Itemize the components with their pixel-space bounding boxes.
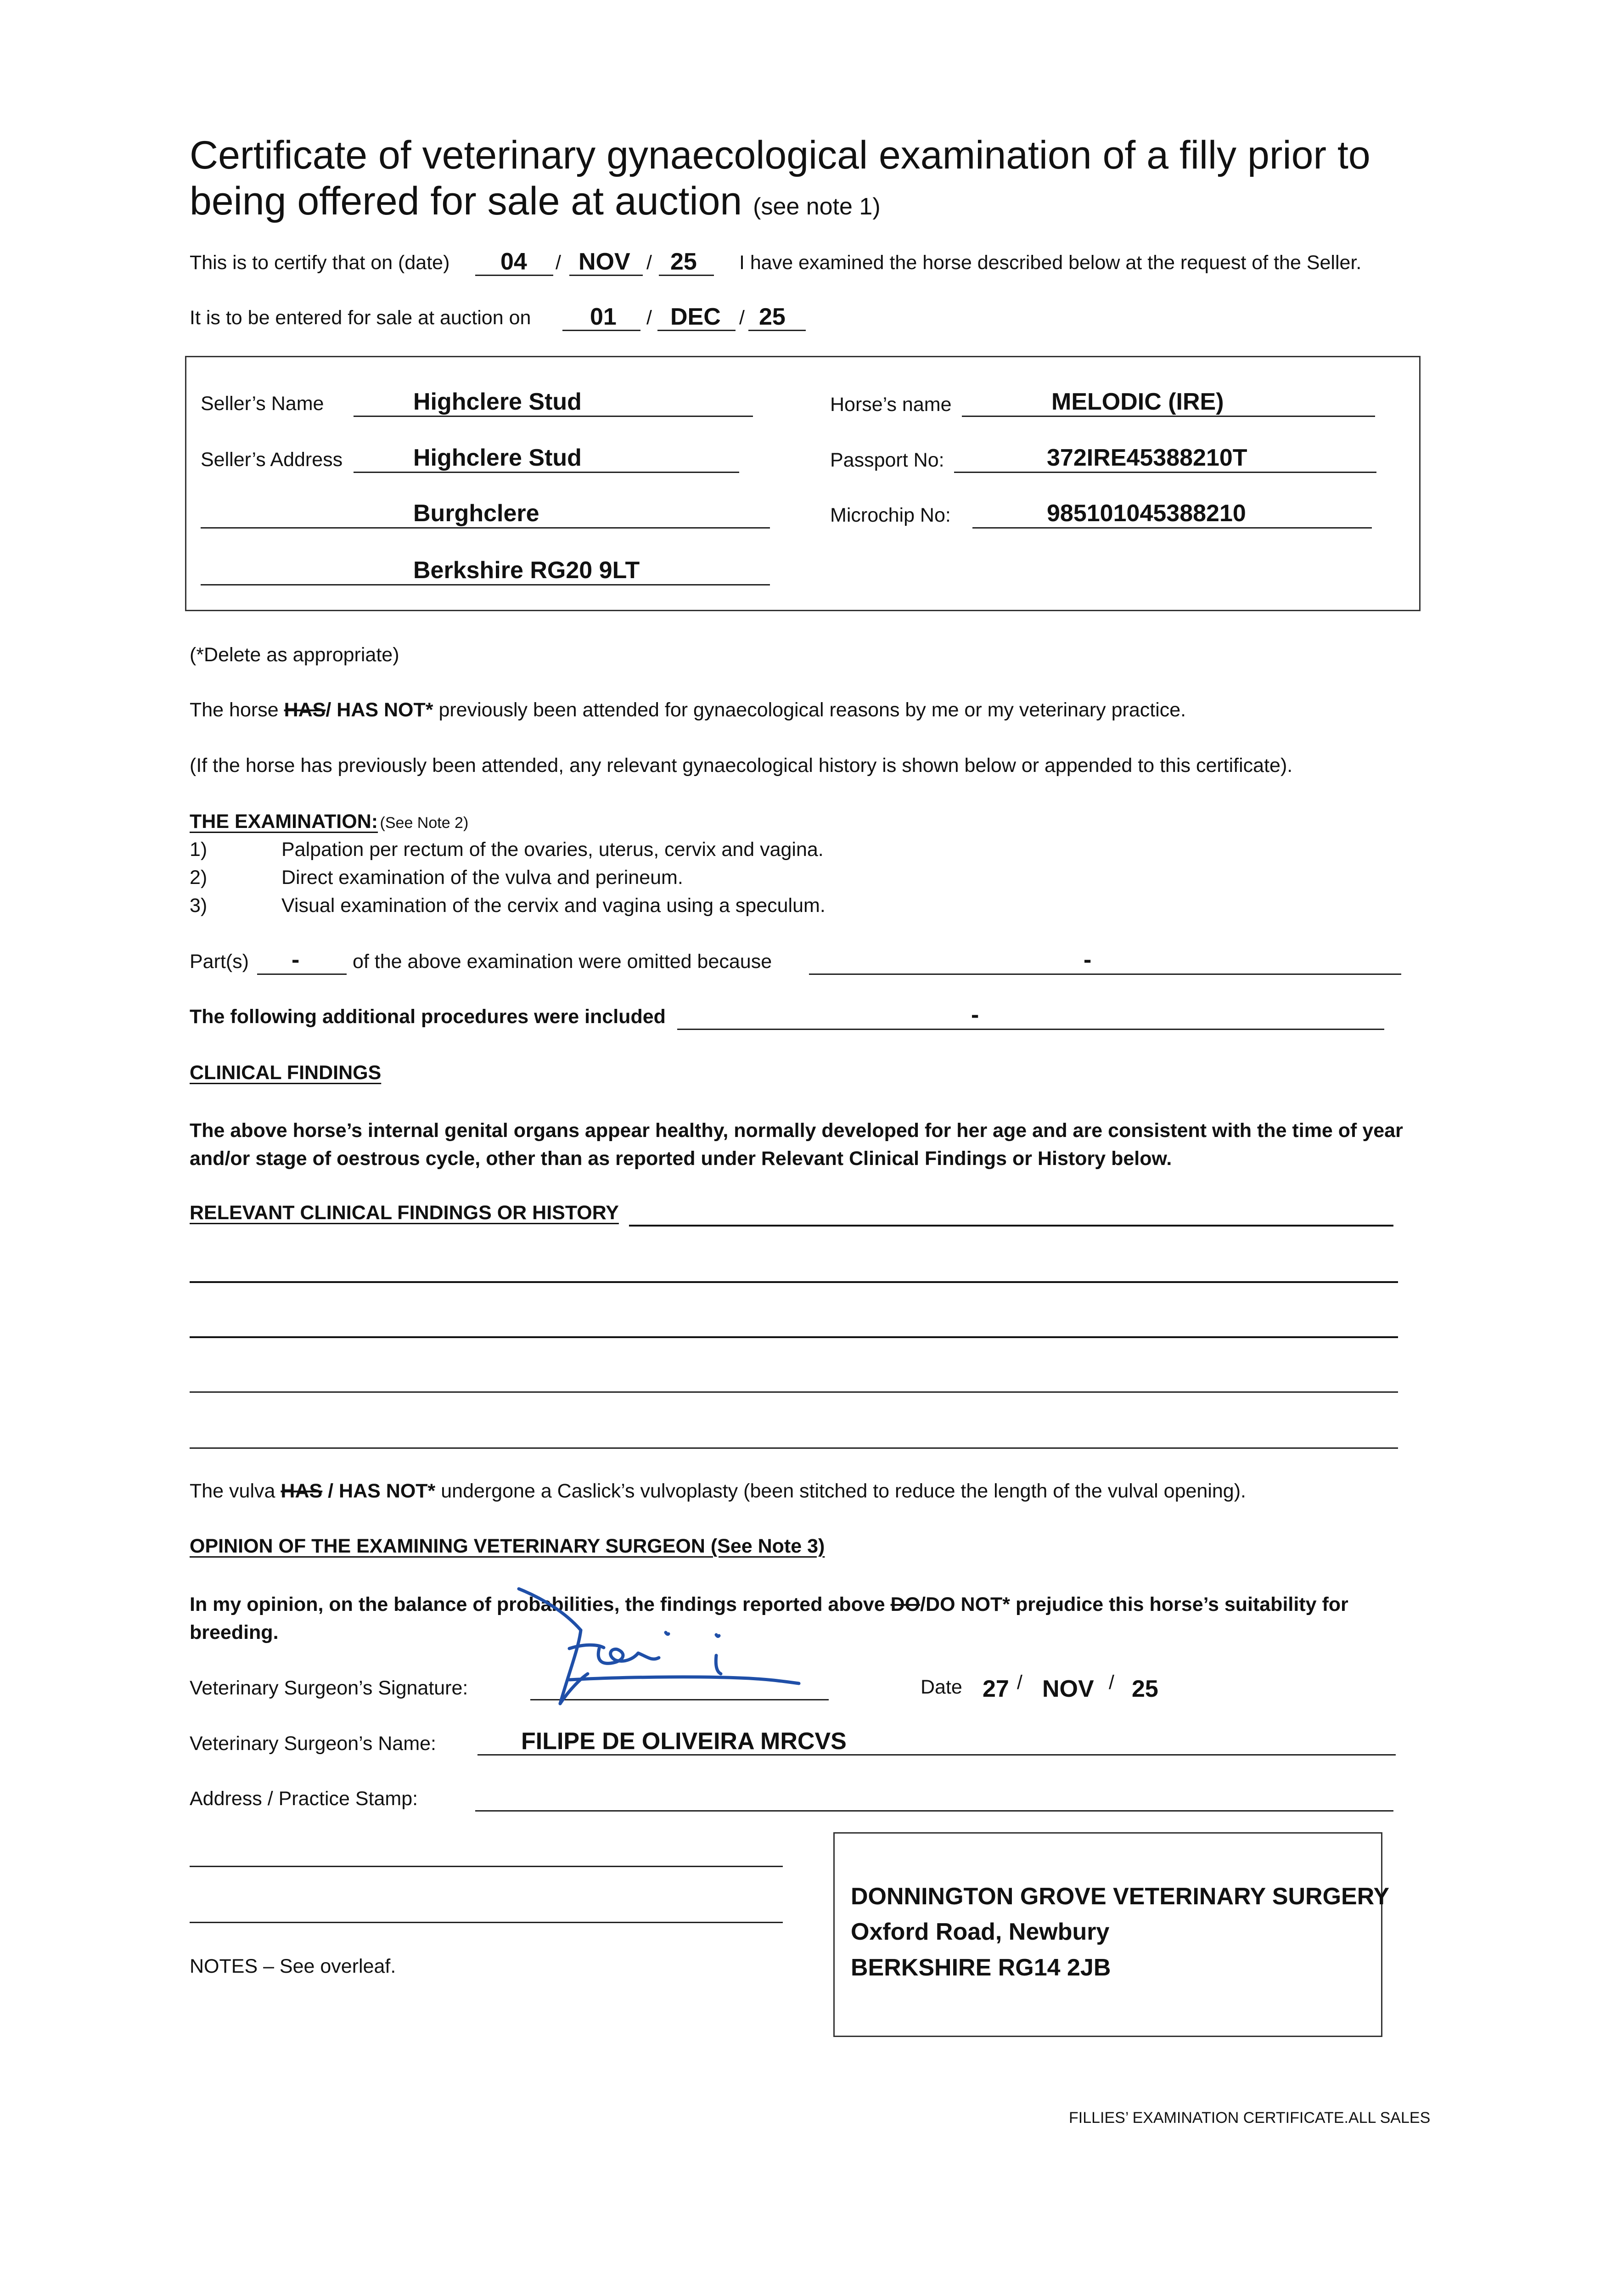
seller-address-label: Seller’s Address	[201, 449, 343, 471]
exam-item-2: Direct examination of the vulva and perineum.	[281, 867, 683, 889]
opinion-statement: In my opinion, on the balance of probabilities, the findings reported above DO/DO NOT* prejudice this horse’s suitability for breeding.	[190, 1593, 1348, 1643]
stamp-line-1: DONNINGTON GROVE VETERINARY SURGERY	[851, 1883, 1390, 1910]
certify-month: NOV	[578, 248, 630, 275]
signature-image	[500, 1580, 831, 1717]
certify-prefix: This is to certify that on (date)	[190, 252, 450, 274]
omitted-parts: -	[292, 946, 300, 973]
vulva-struck-option: HAS	[281, 1480, 323, 1502]
notes-text: NOTES – See overleaf.	[190, 1955, 396, 1977]
auction-day: 01	[590, 304, 617, 330]
passport-number: 372IRE45388210T	[1047, 445, 1247, 471]
exam-item-1: Palpation per rectum of the ovaries, uterus, cervix and vagina.	[281, 838, 824, 861]
opinion-heading: OPINION OF THE EXAMINING VETERINARY SURGEON (See Note 3)	[190, 1535, 825, 1557]
findings-line-1	[629, 1225, 1393, 1227]
certify-day: 04	[500, 248, 527, 275]
opinion-selected-option: /DO NOT*	[920, 1593, 1011, 1615]
exam-item-3-num: 3)	[190, 895, 208, 917]
surgeon-name: FILIPE DE OLIVEIRA MRCVS	[521, 1728, 847, 1755]
signature-label: Veterinary Surgeon’s Signature:	[190, 1677, 468, 1699]
findings-line-5	[190, 1447, 1398, 1449]
additional-value: -	[971, 1002, 979, 1028]
microchip-number: 985101045388210	[1047, 500, 1246, 527]
clinical-statement: The above horse’s internal genital organs appear healthy, normally developed for her age and are consistent with the time of year and/or stage of oestrous cycle, other than as reported under Relevant Clinical Findings or History below.	[190, 1120, 1403, 1170]
footer-text: FILLIES’ EXAMINATION CERTIFICATE.ALL SALES	[1069, 2109, 1431, 2127]
vulva-statement: The vulva HAS / HAS NOT* undergone a Caslick’s vulvoplasty (been stitched to reduce the length of the vulval opening).	[190, 1480, 1246, 1502]
vulva-selected-option: / HAS NOT*	[328, 1480, 436, 1502]
attended-statement: The horse HAS/ HAS NOT* previously been attended for gynaecological reasons by me or my veterinary practice.	[190, 699, 1186, 721]
omitted-middle: of the above examination were omitted because	[353, 951, 772, 973]
seller-name-label: Seller’s Name	[201, 393, 324, 415]
omitted-reason: -	[1084, 946, 1092, 973]
opinion-struck-option: DO	[890, 1593, 921, 1615]
signature-date-label: Date	[921, 1676, 962, 1698]
passport-label: Passport No:	[830, 449, 944, 471]
auction-year: 25	[759, 304, 786, 330]
horse-name-label: Horse’s name	[830, 394, 952, 416]
title-main: Certificate of veterinary gynaecological examination of a filly prior to being offered for sale at auction	[190, 133, 1370, 223]
relevant-findings-heading: RELEVANT CLINICAL FINDINGS OR HISTORY	[190, 1202, 619, 1224]
signature-month: NOV	[1042, 1676, 1094, 1702]
clinical-findings-heading: CLINICAL FINDINGS	[190, 1062, 382, 1084]
additional-label: The following additional procedures were included	[190, 1006, 666, 1028]
signature-year: 25	[1132, 1676, 1158, 1702]
history-note: (If the horse has previously been attended, any relevant gynaecological history is shown below or appended to this certificate).	[190, 754, 1293, 777]
seller-address-line-1: Highclere Stud	[413, 445, 582, 471]
findings-line-4	[190, 1391, 1398, 1393]
page-title	[190, 132, 1452, 230]
title-note: (see note 1)	[753, 193, 881, 220]
auction-prefix: It is to be entered for sale at auction on	[190, 307, 531, 329]
horse-name: MELODIC (IRE)	[1051, 388, 1224, 415]
details-box	[185, 356, 1421, 611]
address-stamp-label: Address / Practice Stamp:	[190, 1788, 418, 1810]
attended-struck-option: HAS	[284, 699, 326, 721]
certify-suffix: I have examined the horse described below at the request of the Seller.	[739, 252, 1362, 274]
attended-selected-option: HAS NOT*	[337, 699, 433, 721]
findings-line-3	[190, 1336, 1398, 1338]
omitted-prefix: Part(s)	[190, 951, 249, 973]
examination-heading: THE EXAMINATION: (See Note 2)	[190, 810, 469, 833]
stamp-line-2: Oxford Road, Newbury	[851, 1919, 1110, 1945]
findings-line-2	[190, 1281, 1398, 1283]
microchip-label: Microchip No:	[830, 504, 951, 526]
stamp-line-3: BERKSHIRE RG14 2JB	[851, 1954, 1111, 1981]
delete-note: (*Delete as appropriate)	[190, 644, 399, 666]
surgeon-name-label: Veterinary Surgeon’s Name:	[190, 1733, 436, 1755]
exam-item-3: Visual examination of the cervix and vagina using a speculum.	[281, 895, 826, 917]
exam-item-1-num: 1)	[190, 838, 208, 861]
seller-address-line-2: Burghclere	[413, 500, 539, 527]
exam-item-2-num: 2)	[190, 867, 208, 889]
signature-day: 27	[983, 1676, 1009, 1702]
certify-year: 25	[670, 248, 697, 275]
seller-name: Highclere Stud	[413, 388, 582, 415]
seller-address-line-3: Berkshire RG20 9LT	[413, 557, 640, 584]
auction-month: DEC	[670, 304, 721, 330]
